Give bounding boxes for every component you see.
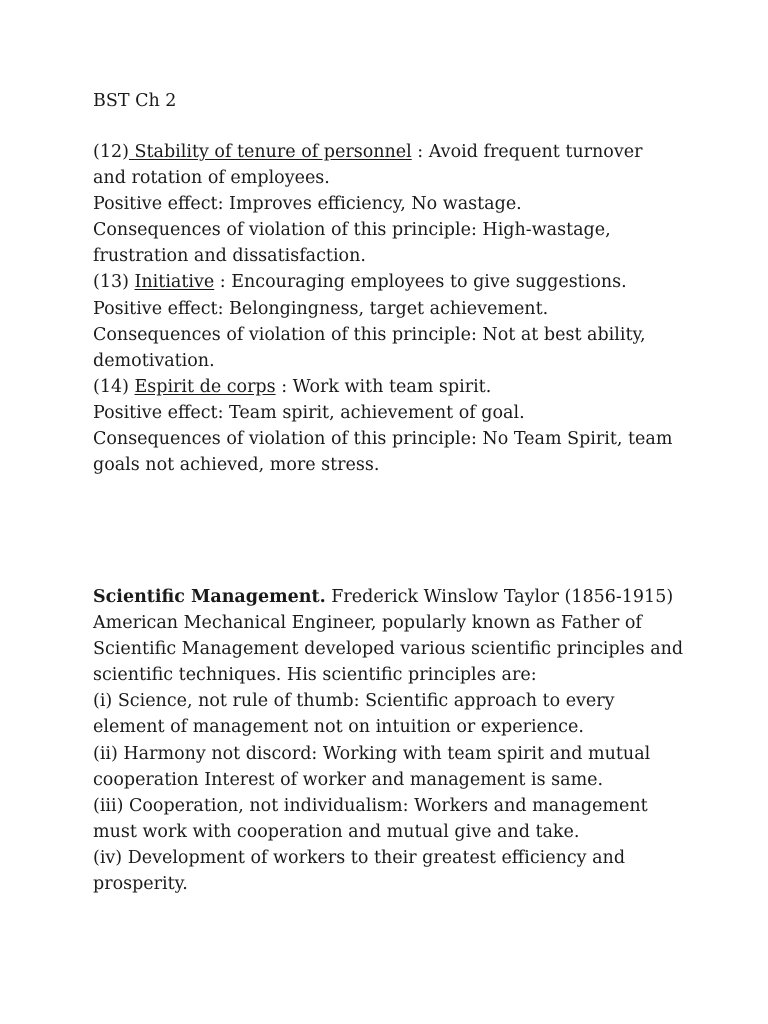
principle-description: : Encouraging employees to give suggestions. — [214, 272, 627, 293]
scientific-principle-item: (iv) Development of workers to their greatest efficiency and — [93, 847, 626, 868]
page-title: BST Ch 2 — [93, 91, 177, 111]
scientific-principle-item: (iii) Cooperation, not individualism: Workers and management — [93, 795, 648, 816]
scientific-principle-item: (ii) Harmony not discord: Working with team spirit and mutual — [93, 743, 651, 764]
principle-description: : Avoid frequent turnover — [411, 142, 643, 162]
principle-name: Stability of tenure of personnel — [128, 142, 412, 162]
principle-12-consequence: Consequences of violation of this principle: High-wastage, — [93, 220, 611, 241]
scientific-principle-item-cont: cooperation Interest of worker and management is same. — [93, 769, 604, 790]
scientific-intro-line: American Mechanical Engineer, popularly known as Father of — [93, 613, 642, 634]
section-heading: Scientific Management. — [93, 587, 326, 607]
scientific-principle-item-cont: element of management not on intuition or experience. — [93, 717, 584, 738]
scientific-management-section — [93, 584, 683, 897]
principle-description: : Work with team spirit. — [275, 376, 492, 397]
scientific-intro-line: Scientific Management developed various scientific principles and — [93, 639, 684, 660]
principle-name: Initiative — [134, 272, 215, 293]
principle-14-consequence: Consequences of violation of this principle: No Team Spirit, team — [93, 429, 673, 450]
principle-number: (14) — [93, 376, 135, 397]
scientific-principle-item: (i) Science, not rule of thumb: Scientific approach to every — [93, 691, 615, 712]
principles-section — [93, 139, 672, 478]
principle-number: (13) — [93, 272, 135, 293]
principle-14-consequence-cont: goals not achieved, more stress. — [93, 455, 380, 476]
intro-text: Frederick Winslow Taylor (1856-1915) — [325, 587, 674, 607]
principle-13-heading — [93, 269, 672, 295]
principle-name: Espirit de corps — [134, 376, 276, 397]
principle-12-heading — [93, 139, 672, 165]
principle-14-positive-effect: Positive effect: Team spirit, achievement of goal. — [93, 402, 525, 423]
scientific-intro-line — [93, 584, 683, 610]
principle-13-consequence-cont: demotivation. — [93, 350, 215, 371]
principle-13-consequence: Consequences of violation of this principle: Not at best ability, — [93, 324, 646, 345]
principle-12-positive-effect: Positive effect: Improves efficiency, No wastage. — [93, 194, 522, 215]
principle-13-positive-effect: Positive effect: Belongingness, target achievement. — [93, 298, 549, 319]
principle-14-heading — [93, 374, 672, 400]
principle-12-description-cont: and rotation of employees. — [93, 168, 330, 189]
principle-number: (12) — [93, 142, 129, 162]
principle-12-consequence-cont: frustration and dissatisfaction. — [93, 246, 366, 267]
scientific-principle-item-cont: must work with cooperation and mutual give and take. — [93, 821, 580, 842]
scientific-intro-line: scientific techniques. His scientific principles are: — [93, 665, 537, 686]
scientific-principle-item-cont: prosperity. — [93, 874, 188, 895]
